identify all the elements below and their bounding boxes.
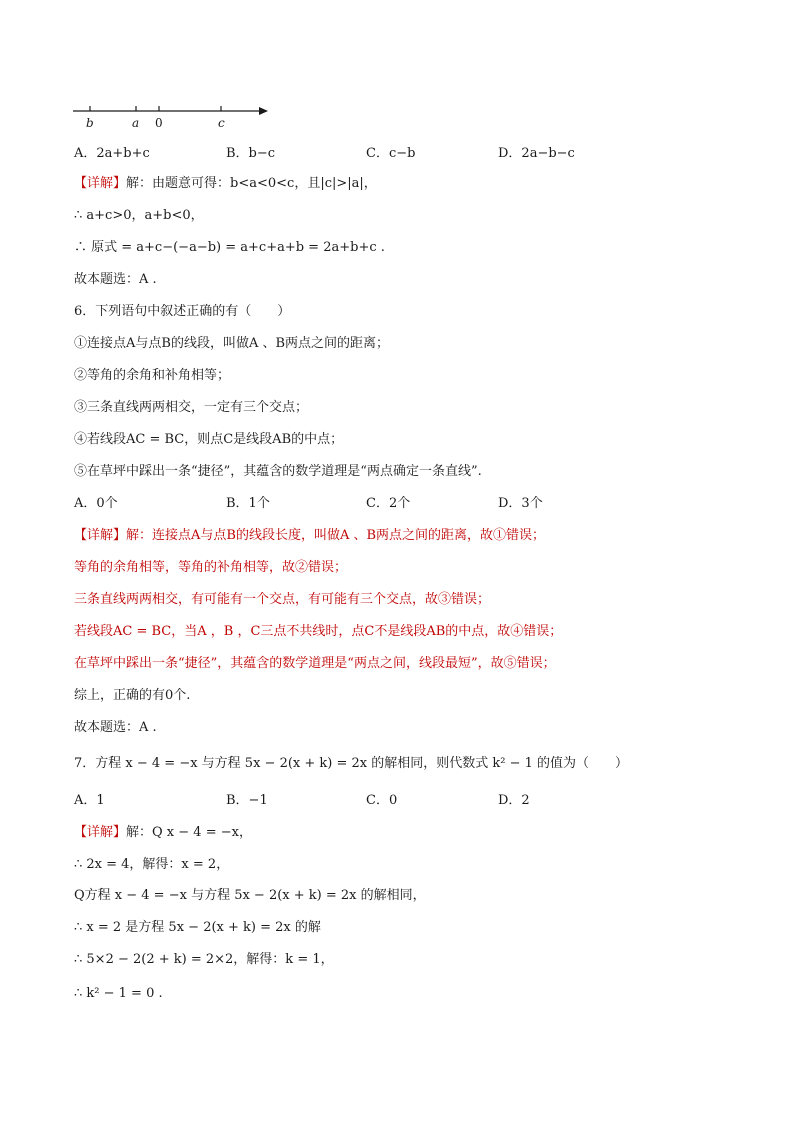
number-line-arrow [259, 107, 268, 115]
q6-solution-line [74, 527, 545, 545]
number-line-figure [0, 0, 794, 140]
q6-solution-line: 故本题选：A . [74, 720, 157, 735]
q6-stem: 6．下列语句中叙述正确的有（ ） [74, 304, 291, 319]
q7-solution-line: ∴ 5×2 − 2(2 + k) = 2×2，解得：k = 1， [74, 952, 334, 967]
q6-statement: ⑤在草坪中踩出一条“捷径”，其蕴含的数学道理是“两点确定一条直线”. [74, 464, 482, 479]
q5-solution-line: ∴ a+c>0，a+b<0， [74, 208, 204, 223]
q6-option-a: A．0个 [74, 496, 118, 511]
detail-tag: 【详解】 [74, 825, 127, 840]
q5-option-a: A．2a+b+c [74, 146, 150, 161]
q6-solution-line: 三条直线两两相交，有可能有一个交点，有可能有三个交点，故③错误； [74, 592, 491, 607]
detail-tag: 【详解】 [74, 528, 127, 543]
label-b: b [86, 116, 94, 130]
q5-option-c: C．c−b [366, 146, 416, 161]
q6-solution-line: 综上，正确的有0个. [74, 688, 191, 703]
q6-statement: ②等角的余角和补角相等； [74, 368, 231, 383]
q6-solution-text: 解：连接点A与点B的线段长度，叫做A 、B两点之间的距离，故①错误； [126, 528, 546, 543]
label-a: a [132, 116, 140, 130]
q7-option-d: D．2 [498, 793, 530, 808]
q5-option-b: B．b−c [226, 146, 276, 161]
q7-solution-line: ∴ x = 2 是方程 5x − 2(x + k) = 2x 的解 [74, 920, 321, 935]
q7-solution-text: 解：Q x − 4 = −x， [126, 825, 252, 840]
q7-solution-line: Q方程 x − 4 = −x 与方程 5x − 2(x + k) = 2x 的解相同， [74, 888, 426, 903]
q6-statement: ①连接点A与点B的线段，叫做A 、B两点之间的距离； [74, 336, 390, 351]
q5-option-d: D．2a−b−c [498, 146, 575, 161]
q6-option-c: C．2个 [366, 496, 411, 511]
q5-solution-line: ∴ 原式 = a+c−(−a−b) = a+c+a+b = 2a+b+c . [74, 240, 385, 255]
q7-solution-line [74, 824, 252, 842]
detail-tag: 【详解】 [74, 176, 127, 191]
q6-option-d: D．3个 [498, 496, 543, 511]
q6-solution-line: 在草坪中踩出一条“捷径”，其蕴含的数学道理是“两点之间，线段最短”，故⑤错误； [74, 656, 556, 671]
q7-solution-line: ∴ 2x = 4，解得：x = 2， [74, 857, 230, 872]
label-0: 0 [155, 116, 163, 130]
q6-option-b: B．1个 [226, 496, 270, 511]
q5-solution-line: 故本题选：A . [74, 272, 157, 287]
q6-statement: ③三条直线两两相交，一定有三个交点； [74, 400, 309, 415]
q7-stem: 7．方程 x − 4 = −x 与方程 5x − 2(x + k) = 2x 的解相同，则代数式 k² − 1 的值为（ ） [74, 756, 629, 771]
q7-option-a: A．1 [74, 793, 105, 808]
q7-option-c: C．0 [366, 793, 398, 808]
q6-solution-line: 等角的余角相等，等角的补角相等，故②错误； [74, 560, 348, 575]
q6-solution-line: 若线段AC = BC，当A ，B ，C三点不共线时，点C不是线段AB的中点，故④错误； [74, 624, 563, 639]
q6-statement: ④若线段AC = BC，则点C是线段AB的中点； [74, 432, 344, 447]
q7-solution-line: ∴ k² − 1 = 0 . [74, 986, 163, 1001]
label-c: c [218, 116, 225, 130]
q5-solution-text: 解：由题意可得：b<a<0<c，且|c|>|a|， [126, 176, 377, 191]
q5-solution-line [74, 175, 377, 193]
q7-option-b: B．−1 [226, 793, 268, 808]
